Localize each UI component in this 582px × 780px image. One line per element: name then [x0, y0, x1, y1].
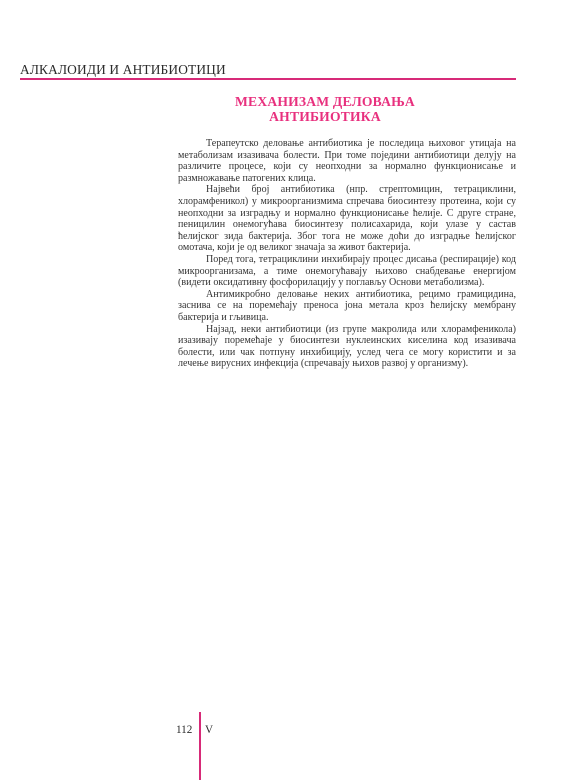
header-rule [20, 78, 516, 80]
section-title-line-1: МЕХАНИЗАМ ДЕЛОВАЊА [235, 94, 415, 109]
paragraph: Најзад, неки антибиотици (из групе макролида или хлорамфеникола) изазивају поремећаје у биосинтези нуклеинских киселина код изазивача болести, или чак потпуну инхибицију, услед чега се могу користити и за лечење вирусних инфекција (спречавају њихов развој у организму). [178, 323, 516, 370]
paragraph: Терапеутско деловање антибиотика је последица њиховог утицаја на метаболизам изазивача болести. При томе поједини антибиотици делују на различите процесе, који су неопходни за нормално функционисање и размножавање патогених клица. [178, 138, 516, 184]
section-title-line-2: АНТИБИОТИКА [269, 109, 381, 124]
paragraph: Антимикробно деловање неких антибиотика, рецимо грамицидина, заснива се на поремећају преноса јона метала кроз ћелијску мембрану бактерија и гљивица. [178, 288, 516, 323]
running-header: АЛКАЛОИДИ И АНТИБИОТИЦИ [20, 62, 226, 77]
footer-rule [199, 712, 201, 780]
body-text [178, 138, 516, 370]
paragraph: Највећи број антибиотика (нпр. стрептомицин, тетрациклини, хлорамфеникол) у микроорганизмима спречава биосинтезу протеина, који су неопходни за изградњу и нормално функционисање ћелије. С друге стране, пеницилин онемогућава биосинтезу полисахарида, који улазе у састав ћелијског зида бактерија. Због тога не може доћи до изградње ћелијског омотача, који је од великог значаја за живот бактерија. [178, 184, 516, 254]
section-title [200, 94, 450, 124]
section-mark: V [205, 724, 214, 736]
page-number: 112 [176, 724, 193, 736]
paragraph: Поред тога, тетрациклини инхибирају процес дисања (респирације) код микроорганизама, а тиме онемогућавају њихово снабдевање енергијом (видети оксидативну фосфорилацију у поглављу Основи метаболизма). [178, 253, 516, 289]
